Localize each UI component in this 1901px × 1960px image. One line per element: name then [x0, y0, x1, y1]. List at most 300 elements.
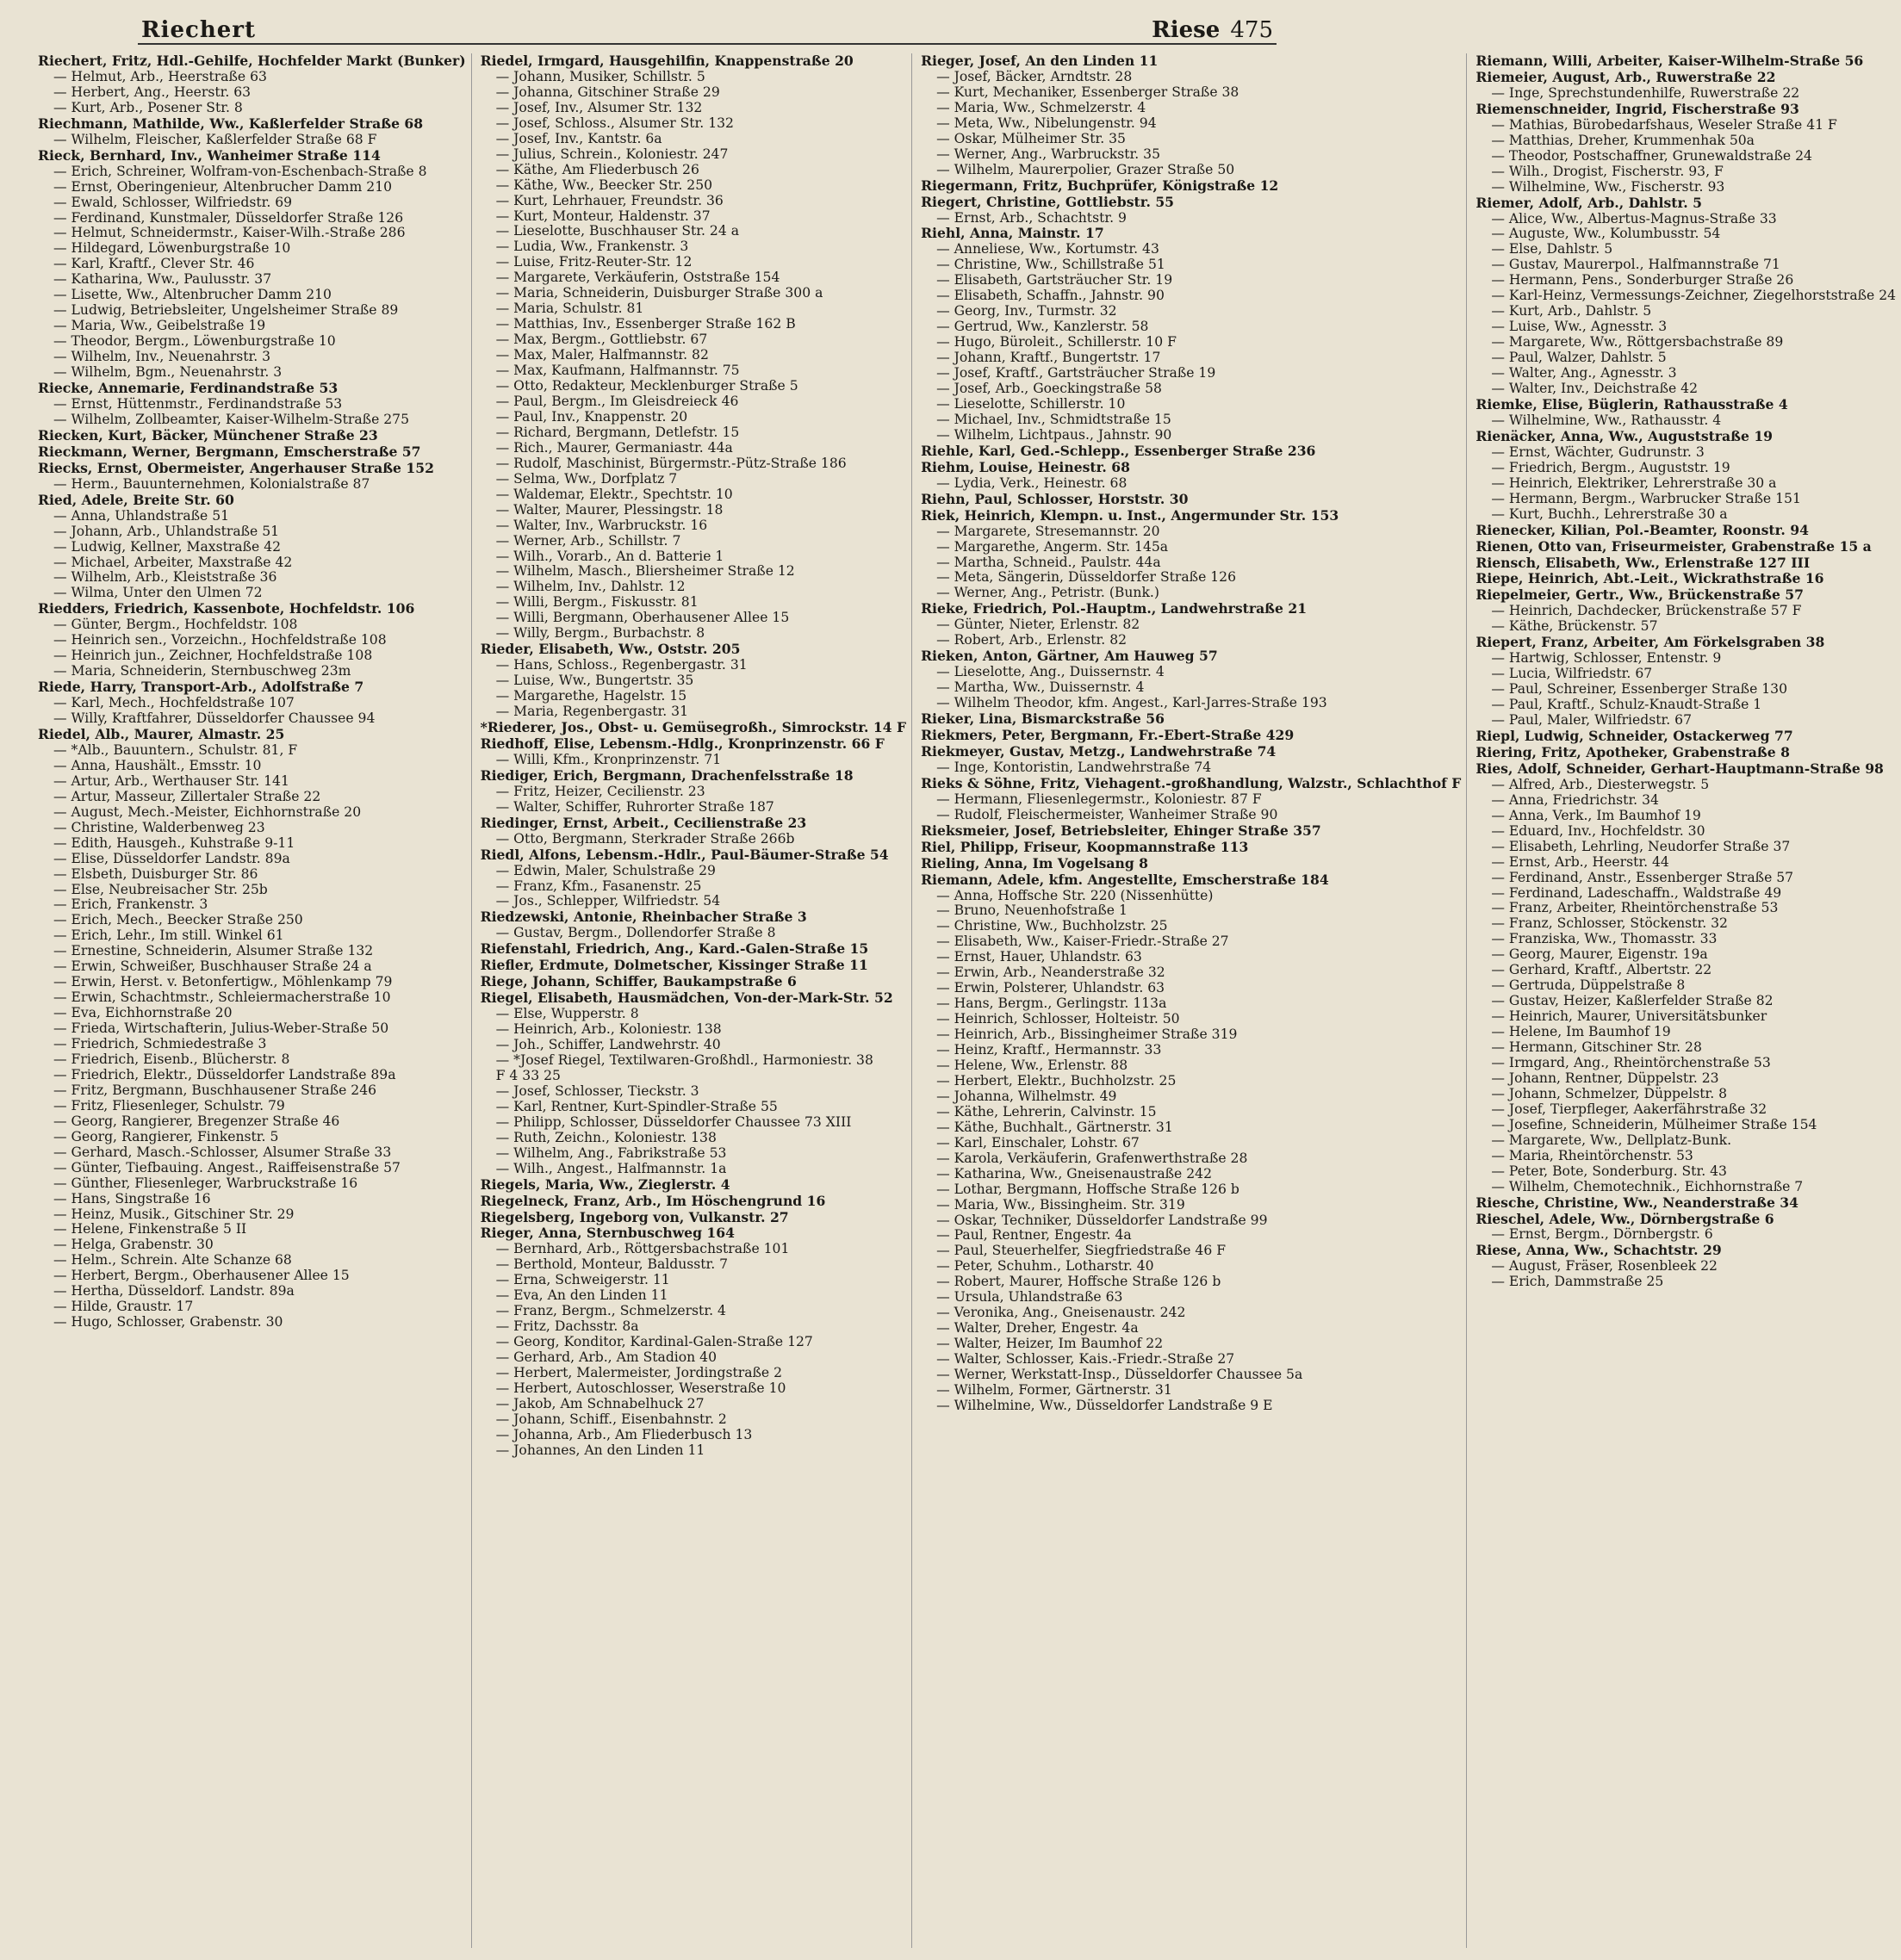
sub-entry: [38, 1006, 466, 1021]
entry-text: Riecke, Annemarie, Ferdinandstraße 53: [38, 380, 339, 397]
entry-text: — Maria, Schulstr. 81: [495, 301, 644, 317]
sub-entry: [38, 586, 466, 601]
surname-entry: [921, 728, 1461, 744]
entry-text: — Friedrich, Schmiedestraße 3: [53, 1036, 267, 1052]
entry-text: — Hermann, Pens., Sonderburger Straße 26: [1491, 272, 1794, 288]
entry-text: — Anna, Friedrichstr. 34: [1491, 791, 1659, 808]
entry-text: Rieken, Anton, Gärtner, Am Hauweg 57: [921, 648, 1218, 665]
entry-text: — Wilhelm Theodor, kfm. Angest., Karl-Jarres-Straße 193: [936, 695, 1327, 711]
sub-entry: [921, 211, 1461, 226]
entry-text: — Michael, Arbeiter, Maxstraße 42: [53, 554, 293, 570]
entry-text: — Inge, Kontoristin, Landwehrstraße 74: [936, 759, 1212, 775]
sub-entry: [1475, 713, 1896, 729]
entry-text: — Johann, Rentner, Düppelstr. 23: [1491, 1070, 1719, 1086]
sub-entry: [921, 1275, 1461, 1290]
surname-entry: [921, 648, 1461, 665]
sub-entry: [481, 673, 906, 689]
sub-entry: [38, 570, 466, 586]
sub-entry: [1475, 319, 1896, 335]
entry-text: — Wilhelm, Ang., Fabrikstraße 53: [495, 1144, 727, 1161]
entry-text: — Franz, Bergm., Schmelzerstr. 4: [495, 1303, 726, 1319]
entry-text: — Erwin, Schachtmstr., Schleiermacherstraße 10: [53, 989, 391, 1006]
entry-text: — Walter, Inv., Warbruckstr. 16: [495, 517, 708, 533]
entry-text: — Paul, Bergm., Im Gleisdreieck 46: [495, 393, 739, 409]
sub-entry: [481, 1304, 906, 1319]
entry-text: Rieling, Anna, Im Vogelsang 8: [921, 854, 1149, 871]
entry-text: — Katharina, Ww., Gneisenaustraße 242: [936, 1165, 1213, 1182]
surname-entry: [38, 381, 466, 397]
sub-entry: [921, 1228, 1461, 1244]
entry-text: — Karl, Mech., Hochfeldstraße 107: [53, 695, 295, 711]
sub-entry: [1475, 809, 1896, 824]
sub-entry: [1475, 86, 1896, 102]
sub-entry: [921, 397, 1461, 412]
entry-text: — Lieselotte, Schillerstr. 10: [936, 395, 1126, 412]
entry-text: — Joh., Schiffer, Landwehrstr. 40: [495, 1037, 721, 1053]
sub-entry: [38, 1037, 466, 1052]
entry-text: — Josef, Bäcker, Arndtstr. 28: [936, 68, 1133, 84]
entry-text: — Willi, Bergm., Fiskusstr. 81: [495, 594, 699, 611]
entry-text: — Heinrich, Schlosser, Holteistr. 50: [936, 1011, 1180, 1027]
entry-text: Riemenschneider, Ingrid, Fischerstraße 93: [1475, 100, 1799, 117]
sub-entry: [38, 241, 466, 257]
sub-entry: [38, 1222, 466, 1237]
sub-entry: [921, 965, 1461, 981]
entry-text: — Gustav, Bergm., Dollendorfer Straße 8: [495, 925, 776, 941]
entry-text: — Edith, Hausgeh., Kuhstraße 9-11: [53, 834, 295, 851]
entry-text: — Christine, Ww., Schillstraße 51: [936, 257, 1165, 273]
sub-entry: [921, 304, 1461, 319]
sub-entry: [1475, 1009, 1896, 1025]
entry-text: — Otto, Bergmann, Sterkrader Straße 266b: [495, 830, 795, 847]
sub-entry: [38, 101, 466, 116]
sub-entry: [1475, 1071, 1896, 1087]
entry-text: — Wilhelmine, Ww., Düsseldorfer Landstraße 9 E: [936, 1397, 1273, 1413]
sub-entry: [481, 116, 906, 132]
entry-text: — Helene, Ww., Erlenstr. 88: [936, 1058, 1128, 1073]
entry-text: Rieger, Anna, Sternbuschweg 164: [480, 1225, 735, 1242]
entry-text: Riechert, Fritz, Hdl.-Gehilfe, Hochfelder Markt (Bunker): [38, 53, 466, 69]
entry-text: — Franz, Schlosser, Stöckenstr. 32: [1491, 915, 1728, 932]
surname-entry: [481, 990, 906, 1007]
sub-entry: [481, 832, 906, 847]
entry-text: Riedders, Friedrich, Kassenbote, Hochfeldstr. 106: [38, 600, 415, 617]
surname-entry: [921, 823, 1461, 840]
entry-text: Riepert, Franz, Arbeiter, Am Förkelsgraben 38: [1475, 634, 1825, 651]
entry-text: Riede, Harry, Transport-Arb., Adolfstraße 7: [38, 679, 364, 696]
entry-text: — Josef, Tierpfleger, Aakerfährstraße 32: [1491, 1101, 1767, 1117]
sub-entry: [921, 288, 1461, 304]
sub-entry: [921, 555, 1461, 571]
entry-text: — Wilhelm, Lichtpaus., Jahnstr. 90: [936, 426, 1172, 443]
sub-entry: [1475, 824, 1896, 840]
sub-entry: [921, 1383, 1461, 1399]
entry-text: — Hans, Bergm., Gerlingstr. 113a: [936, 996, 1167, 1012]
entry-text: Riensch, Elisabeth, Ww., Erlenstraße 127 III: [1475, 554, 1811, 571]
surname-entry: [921, 776, 1461, 792]
column-2: [477, 53, 912, 1948]
sub-entry: [481, 879, 906, 895]
sub-entry: [1475, 445, 1896, 461]
sub-entry: [1475, 793, 1896, 809]
entry-text: — Hilde, Graustr. 17: [53, 1299, 194, 1315]
sub-entry: [921, 273, 1461, 288]
column-1: [34, 53, 472, 1948]
entry-text: — August, Fräser, Rosenbleek 22: [1491, 1258, 1718, 1275]
sub-entry: [921, 996, 1461, 1012]
sub-entry: [481, 1100, 906, 1115]
entry-text: — Hildegard, Löwenburgstraße 10: [53, 240, 291, 257]
entry-text: — Johanna, Gitschiner Straße 29: [495, 84, 720, 100]
entry-text: — Josef, Arb., Goeckingstraße 58: [936, 381, 1162, 397]
sub-entry: [481, 1242, 906, 1257]
surname-entry: [38, 461, 466, 477]
sub-entry: [921, 617, 1461, 633]
sub-entry: [38, 1161, 466, 1176]
entry-text: — Erna, Schweigerstr. 11: [495, 1272, 670, 1288]
sub-entry: [481, 1007, 906, 1022]
sub-entry: [1475, 886, 1896, 902]
entry-text: — Oskar, Techniker, Düsseldorfer Landstraße 99: [936, 1212, 1268, 1228]
column-4: [1472, 53, 1901, 1948]
surname-entry: [921, 711, 1461, 728]
entry-text: — Günther, Fliesenleger, Warbruckstraße 16: [53, 1175, 358, 1191]
entry-text: — Martha, Schneid., Paulstr. 44a: [936, 554, 1161, 570]
sub-entry: [1475, 413, 1896, 429]
surname-entry: [1475, 1195, 1896, 1212]
entry-text: Riemke, Elise, Büglerin, Rathausstraße 4: [1475, 395, 1788, 412]
entry-text: — Hans, Singstraße 16: [53, 1190, 211, 1206]
entry-text: — Hermann, Gitschiner Str. 28: [1491, 1039, 1702, 1056]
entry-text: — Lydia, Verk., Heinestr. 68: [936, 474, 1128, 491]
entry-text: — Werner, Werkstatt-Insp., Düsseldorfer Chaussee 5a: [936, 1367, 1303, 1383]
entry-text: — Oskar, Mülheimer Str. 35: [936, 130, 1126, 146]
entry-text: — Erich, Lehr., Im still. Winkel 61: [53, 927, 284, 944]
sub-entry: [1475, 698, 1896, 713]
entry-text: — Wilhelm, Masch., Bliersheimer Straße 12: [495, 563, 795, 580]
sub-entry: [481, 487, 906, 503]
sub-entry: [921, 1198, 1461, 1213]
entry-text: — Anna, Uhlandstraße 51: [53, 507, 230, 524]
entry-text: — Lothar, Bergmann, Hoffsche Straße 126 b: [936, 1181, 1239, 1197]
entry-text: — Elisabeth, Lehrling, Neudorfer Straße 37: [1491, 838, 1791, 854]
sub-entry: [38, 164, 466, 180]
sub-entry: [921, 1368, 1461, 1383]
entry-text: — Karl, Rentner, Kurt-Spindler-Straße 55: [495, 1098, 778, 1114]
entry-text: — *Alb., Bauuntern., Schulstr. 81, F: [53, 741, 298, 758]
entry-text: — Edwin, Maler, Schulstraße 29: [495, 862, 716, 878]
entry-text: — Waldemar, Elektr., Spechtstr. 10: [495, 486, 733, 502]
entry-text: Riehn, Paul, Schlosser, Horststr. 30: [921, 490, 1189, 507]
sub-entry: [921, 903, 1461, 919]
entry-text: — Hertha, Düsseldorf. Landstr. 89a: [53, 1283, 295, 1299]
sub-entry: [481, 209, 906, 225]
entry-text: — Ludwig, Betriebsleiter, Ungelsheimer Straße 89: [53, 302, 399, 319]
sub-entry: [481, 270, 906, 286]
sub-entry: [921, 1244, 1461, 1259]
entry-text: — Lieselotte, Buschhauser Str. 24 a: [495, 223, 740, 239]
sub-entry: [481, 363, 906, 379]
sub-entry: [481, 1162, 906, 1177]
entry-text: — Erich, Mech., Beecker Straße 250: [53, 912, 303, 928]
entry-text: — Robert, Arb., Erlenstr. 82: [936, 632, 1128, 648]
entry-text: — Philipp, Schlosser, Düsseldorfer Chaussee 73 XIII: [495, 1113, 852, 1130]
surname-entry: [921, 744, 1461, 760]
sub-entry: [38, 897, 466, 913]
entry-text: — Walter, Ang., Agnesstr. 3: [1491, 365, 1677, 381]
entry-text: — Ernst, Wächter, Gudrunstr. 3: [1491, 443, 1705, 460]
surname-entry: [1475, 745, 1896, 761]
entry-text: — Wilhelm, Fleischer, Kaßlerfelder Straße 68 F: [53, 131, 377, 147]
entry-text: — Herbert, Elektr., Buchholzstr. 25: [936, 1072, 1177, 1089]
sub-entry: [38, 990, 466, 1006]
entry-text: — Margarethe, Hagelstr. 15: [495, 688, 687, 704]
entry-text: Rieker, Lina, Bismarckstraße 56: [921, 710, 1165, 728]
entry-text: — Heinrich jun., Zeichner, Hochfeldstraße 108: [53, 648, 373, 664]
entry-text: — Helmut, Arb., Heerstraße 63: [53, 68, 267, 84]
entry-text: — Josef, Inv., Kantstr. 6a: [495, 130, 662, 146]
sub-entry: [921, 1058, 1461, 1074]
entry-text: — Max, Bergm., Gottliebstr. 67: [495, 332, 708, 348]
entry-text: Riedzewski, Antonie, Rheinbacher Straße 3: [480, 909, 807, 926]
sub-entry: [38, 711, 466, 727]
sub-entry: [921, 808, 1461, 823]
entry-text: Rieksmeier, Josef, Betriebsleiter, Ehinger Straße 357: [921, 822, 1321, 839]
entry-text: Riel, Philipp, Friseur, Koopmannstraße 113: [921, 838, 1249, 855]
running-head-left: Riechert: [141, 17, 257, 43]
surname-entry: [481, 909, 906, 926]
sub-entry: [1475, 1180, 1896, 1195]
sub-entry: [481, 611, 906, 626]
entry-text: Riegelsberg, Ingeborg von, Vulkanstr. 27: [480, 1208, 789, 1225]
entry-text: F 4 33 25: [495, 1067, 561, 1083]
surname-entry: [38, 679, 466, 696]
entry-text: — Paul, Rentner, Engestr. 4a: [936, 1227, 1132, 1244]
sub-entry: [481, 503, 906, 518]
sub-entry: [921, 116, 1461, 132]
entry-text: Riemeier, August, Arb., Ruwerstraße 22: [1475, 68, 1776, 85]
entry-text: — Margarete, Stresemannstr. 20: [936, 523, 1160, 539]
sub-entry: [38, 1068, 466, 1083]
entry-text: — Fritz, Bergmann, Buschhausener Straße 246: [53, 1082, 377, 1098]
sub-entry: [38, 790, 466, 805]
sub-entry: [1475, 651, 1896, 667]
sub-entry: [481, 1069, 906, 1084]
entry-text: Rienecker, Kilian, Pol.-Beamter, Roonstr. 94: [1475, 521, 1809, 538]
entry-text: — Hermann, Bergm., Warbrucker Straße 151: [1491, 490, 1801, 506]
entry-text: — Josef, Kraftf., Gartsträucher Straße 19: [936, 365, 1216, 381]
surname-entry: [1475, 571, 1896, 587]
entry-text: Riedinger, Ernst, Arbeit., Cecilienstraße 23: [480, 814, 807, 831]
entry-text: — Heinrich, Arb., Bissingheimer Straße 319: [936, 1027, 1238, 1043]
sub-entry: [38, 226, 466, 241]
sub-entry: [1475, 1275, 1896, 1290]
entry-text: — Walter, Heizer, Im Baumhof 22: [936, 1336, 1164, 1352]
sub-entry: [1475, 978, 1896, 994]
entry-text: — Berthold, Monteur, Baldusstr. 7: [495, 1256, 729, 1273]
entry-text: — Wilh., Vorarb., An d. Batterie 1: [495, 548, 724, 564]
entry-text: — Margarethe, Angerm. Str. 145a: [936, 538, 1169, 555]
surname-entry: [921, 226, 1461, 242]
sub-entry: [38, 743, 466, 759]
sub-entry: [1475, 932, 1896, 947]
sub-entry: [1475, 840, 1896, 855]
surname-entry: [38, 493, 466, 509]
entry-text: — Anna, Hoffsche Str. 220 (Nissenhütte): [936, 887, 1214, 903]
entry-text: — Wilh., Angest., Halfmannstr. 1a: [495, 1160, 727, 1176]
surname-entry: [1475, 587, 1896, 604]
entry-text: — Robert, Maurer, Hoffsche Straße 126 b: [936, 1274, 1221, 1290]
sub-entry: [921, 680, 1461, 696]
entry-text: Riek, Heinrich, Klempn. u. Inst., Angermunder Str. 153: [921, 506, 1339, 524]
entry-text: — Fritz, Dachsstr. 8a: [495, 1318, 639, 1335]
entry-text: — Heinrich, Arb., Koloniestr. 138: [495, 1021, 722, 1038]
sub-entry: [38, 1253, 466, 1268]
sub-entry: [1475, 619, 1896, 635]
sub-entry: [38, 633, 466, 648]
sub-entry: [481, 394, 906, 410]
sub-entry: [481, 1146, 906, 1162]
surname-entry: [481, 768, 906, 785]
entry-text: Riepl, Ludwig, Schneider, Ostackerweg 77: [1475, 727, 1793, 744]
surname-entry: [481, 53, 906, 70]
surname-entry: [921, 840, 1461, 856]
entry-text: — Friedrich, Eisenb., Blücherstr. 8: [53, 1051, 290, 1067]
sub-entry: [38, 928, 466, 944]
sub-entry: [1475, 288, 1896, 304]
surname-entry: [481, 1210, 906, 1226]
surname-entry: [1475, 429, 1896, 445]
surname-entry: [481, 1225, 906, 1242]
surname-entry: [481, 736, 906, 753]
entry-text: — Ursula, Uhlandstraße 63: [936, 1289, 1123, 1306]
sub-entry: [1475, 257, 1896, 273]
entry-text: — Elisabeth, Schaffn., Jahnstr. 90: [936, 288, 1165, 304]
entry-text: — Helga, Grabenstr. 30: [53, 1237, 214, 1253]
entry-text: — Willi, Kfm., Kronprinzenstr. 71: [495, 751, 722, 767]
entry-text: — Selma, Ww., Dorfplatz 7: [495, 470, 678, 487]
sub-entry: [1475, 118, 1896, 133]
entry-text: — Peter, Bote, Sonderburg. Str. 43: [1491, 1163, 1727, 1179]
sub-entry: [921, 147, 1461, 163]
entry-text: — Ernst, Arb., Heerstr. 44: [1491, 853, 1669, 870]
entry-text: — Wilhelmine, Ww., Fischerstr. 93: [1491, 178, 1725, 195]
sub-entry: [481, 1257, 906, 1273]
entry-text: — Bernhard, Arb., Röttgersbachstraße 101: [495, 1241, 790, 1257]
sub-entry: [921, 1136, 1461, 1151]
entry-text: — Richard, Bergmann, Detlefstr. 15: [495, 424, 740, 440]
entry-text: — Johannes, An den Linden 11: [495, 1442, 705, 1458]
sub-entry: [481, 518, 906, 534]
sub-entry: [38, 1114, 466, 1130]
entry-text: Riemann, Willi, Arbeiter, Kaiser-Wilhelm-Straße 56: [1475, 53, 1864, 69]
entry-text: — Hugo, Schlosser, Grabenstr. 30: [53, 1314, 283, 1330]
sub-entry: [481, 1319, 906, 1335]
entry-text: — Michael, Inv., Schmidtstraße 15: [936, 411, 1171, 427]
entry-text: Ried, Adele, Breite Str. 60: [38, 491, 234, 508]
entry-text: — Günter, Nieter, Erlenstr. 82: [936, 617, 1140, 633]
sub-entry: [1475, 963, 1896, 978]
entry-text: — Walter, Maurer, Plessingstr. 18: [495, 501, 724, 518]
sub-entry: [38, 944, 466, 959]
entry-text: — Friedrich, Bergm., Auguststr. 19: [1491, 459, 1730, 475]
sub-entry: [481, 1022, 906, 1038]
surname-entry: [1475, 539, 1896, 555]
sub-entry: [1475, 212, 1896, 227]
entry-text: — Lieselotte, Ang., Duissernstr. 4: [936, 664, 1165, 680]
page-number: 475: [1230, 17, 1273, 43]
sub-entry: [481, 1350, 906, 1366]
sub-entry: [481, 1397, 906, 1412]
entry-text: — Rich., Maurer, Germaniastr. 44a: [495, 439, 733, 456]
entry-text: — Matthias, Dreher, Krummenhak 50a: [1491, 132, 1755, 148]
sub-entry: [38, 1130, 466, 1145]
sub-entry: [481, 1084, 906, 1100]
entry-text: Riehl, Anna, Mainstr. 17: [921, 225, 1104, 242]
entry-text: — Walter, Dreher, Engestr. 4a: [936, 1320, 1139, 1337]
sub-entry: [38, 540, 466, 555]
entry-text: — Günter, Bergm., Hochfeldstr. 108: [53, 617, 298, 633]
sub-entry: [38, 211, 466, 226]
entry-text: — Friedrich, Elektr., Düsseldorfer Landstraße 89a: [53, 1066, 396, 1082]
entry-text: — Rudolf, Maschinist, Bürgermstr.-Pütz-Straße 186: [495, 455, 847, 471]
running-head-right-name: Riese: [1152, 17, 1221, 43]
entry-text: — Johann, Schiff., Eisenbahnstr. 2: [495, 1411, 727, 1427]
entry-text: Rieckmann, Werner, Bergmann, Emscherstraße 57: [38, 443, 421, 460]
entry-text: — Erwin, Arb., Neanderstraße 32: [936, 964, 1165, 981]
sub-entry: [38, 272, 466, 288]
surname-entry: [1475, 635, 1896, 651]
entry-text: Riechmann, Mathilde, Ww., Kaßlerfelder Straße 68: [38, 115, 424, 132]
entry-text: — Franz, Arbeiter, Rheintörchenstraße 53: [1491, 900, 1779, 916]
sub-entry: [921, 70, 1461, 85]
sub-entry: [1475, 366, 1896, 381]
entry-text: — Fritz, Fliesenleger, Schulstr. 79: [53, 1097, 285, 1113]
entry-text: Riegermann, Fritz, Buchprüfer, Königstraße 12: [921, 177, 1279, 194]
entry-text: — Franziska, Ww., Thomasstr. 33: [1491, 931, 1718, 947]
entry-text: Riehle, Karl, Ged.-Schlepp., Essenberger Straße 236: [921, 442, 1316, 459]
entry-text: — Matthias, Inv., Essenberger Straße 162 B: [495, 316, 796, 332]
surname-entry: [481, 847, 906, 864]
entry-text: Riegel, Elisabeth, Hausmädchen, Von-der-Mark-Str. 52: [480, 989, 893, 1007]
sub-entry: [481, 1443, 906, 1459]
entry-text: — Herbert, Autoschlosser, Weserstraße 10: [495, 1380, 786, 1397]
entry-text: Riemann, Adele, kfm. Angestellte, Emscherstraße 184: [921, 871, 1329, 888]
entry-text: — Ferdinand, Kunstmaler, Düsseldorfer Straße 126: [53, 209, 404, 226]
sub-entry: [921, 242, 1461, 257]
sub-entry: [38, 257, 466, 272]
entry-text: Rienäcker, Anna, Ww., Auguststraße 19: [1475, 427, 1774, 444]
sub-entry: [1475, 1056, 1896, 1071]
entry-text: Rieger, Josef, An den Linden 11: [921, 53, 1159, 69]
sub-entry: [481, 1273, 906, 1288]
entry-text: — Hermann, Fliesenlegermstr., Koloniestr. 87 F: [936, 791, 1262, 807]
sub-entry: [1475, 916, 1896, 932]
entry-text: — Wilhelm, Chemotechnik., Eichhornstraße 7: [1491, 1178, 1804, 1194]
entry-text: Riekmers, Peter, Bergmann, Fr.-Ebert-Straße 429: [921, 726, 1295, 743]
entry-text: — Georg, Maurer, Eigenstr. 19a: [1491, 946, 1708, 963]
entry-text: — Alice, Ww., Albertus-Magnus-Straße 33: [1491, 210, 1777, 226]
surname-entry: [481, 816, 906, 832]
sub-entry: [921, 633, 1461, 648]
sub-entry: [921, 132, 1461, 147]
entry-text: — Paul, Maler, Wilfriedstr. 67: [1491, 712, 1693, 729]
entry-text: — Herm., Bauunternehmen, Kolonialstraße 87: [53, 475, 370, 492]
column-3: [917, 53, 1467, 1948]
sub-entry: [1475, 149, 1896, 164]
entry-text: — Willy, Kraftfahrer, Düsseldorfer Chaussee 94: [53, 710, 376, 727]
sub-entry: [921, 101, 1461, 116]
